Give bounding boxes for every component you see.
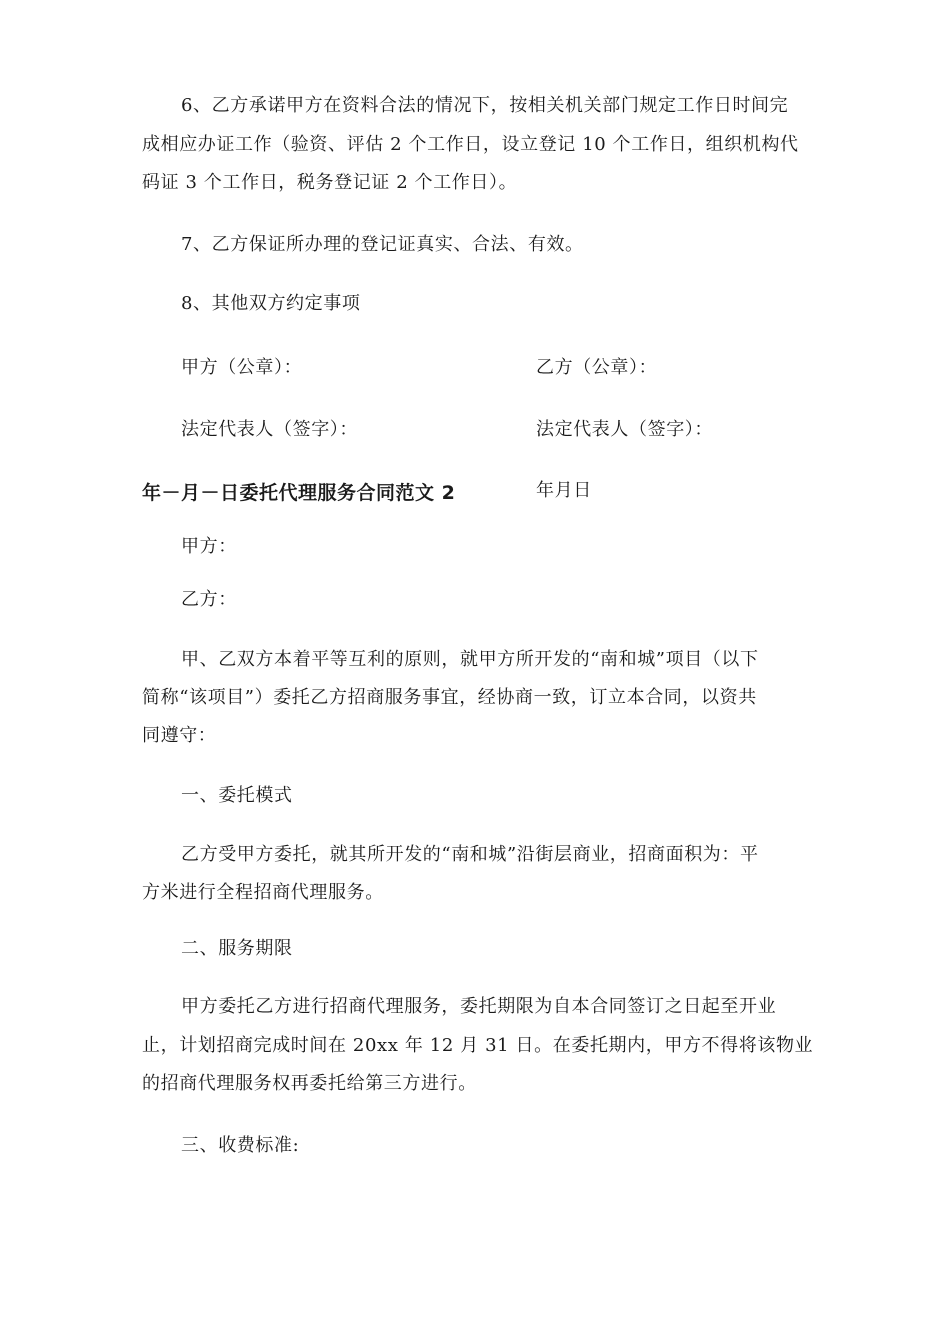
contract-title: 年－月－日委托代理服务合同范文 2 — [142, 482, 456, 504]
party-a-label: 甲方： — [181, 536, 237, 557]
section-heading-1: 一、委托模式 — [181, 785, 293, 806]
section-2-line-1: 甲方委托乙方进行招商代理服务，委托期限为自本合同签订之日起至开业 — [181, 996, 777, 1017]
section-1-line-2: 方米进行全程招商代理服务。 — [142, 882, 384, 903]
section-heading-2: 二、服务期限 — [181, 938, 293, 959]
section-2-line-3: 的招商代理服务权再委托给第三方进行。 — [142, 1073, 477, 1094]
date-label: 年月日 — [536, 480, 592, 501]
section-heading-3: 三、收费标准: — [181, 1135, 300, 1156]
item-7: 7、乙方保证所办理的登记证真实、合法、有效。 — [181, 234, 584, 255]
item-6-line-1: 6、乙方承诺甲方在资料合法的情况下，按相关机关部门规定工作日时间完 — [181, 95, 789, 116]
section-2-line-2: 止，计划招商完成时间在 20xx 年 12 月 31 日。在委托期内，甲方不得将该物业 — [142, 1035, 814, 1056]
party-b-seal-label: 乙方（公章）： — [536, 357, 658, 378]
party-b-label: 乙方： — [181, 589, 237, 610]
party-b-representative-label: 法定代表人（签字）： — [536, 419, 713, 440]
intro-line-1: 甲、乙双方本着平等互利的原则，就甲方所开发的“南和城”项目（以下 — [181, 649, 759, 670]
intro-line-2: 简称“该项目”）委托乙方招商服务事宜，经协商一致，订立本合同，以资共 — [142, 687, 757, 708]
party-a-representative-label: 法定代表人（签字）： — [181, 419, 358, 440]
party-a-seal-label: 甲方（公章）： — [181, 357, 303, 378]
intro-line-3: 同遵守： — [142, 725, 217, 746]
item-8: 8、其他双方约定事项 — [181, 293, 361, 314]
section-1-line-1: 乙方受甲方委托，就其所开发的“南和城”沿街层商业，招商面积为：平 — [181, 844, 759, 865]
item-6-line-2: 成相应办证工作（验资、评估 2 个工作日，设立登记 10 个工作日，组织机构代 — [142, 134, 799, 155]
item-6-line-3: 码证 3 个工作日，税务登记证 2 个工作日）。 — [142, 172, 518, 193]
